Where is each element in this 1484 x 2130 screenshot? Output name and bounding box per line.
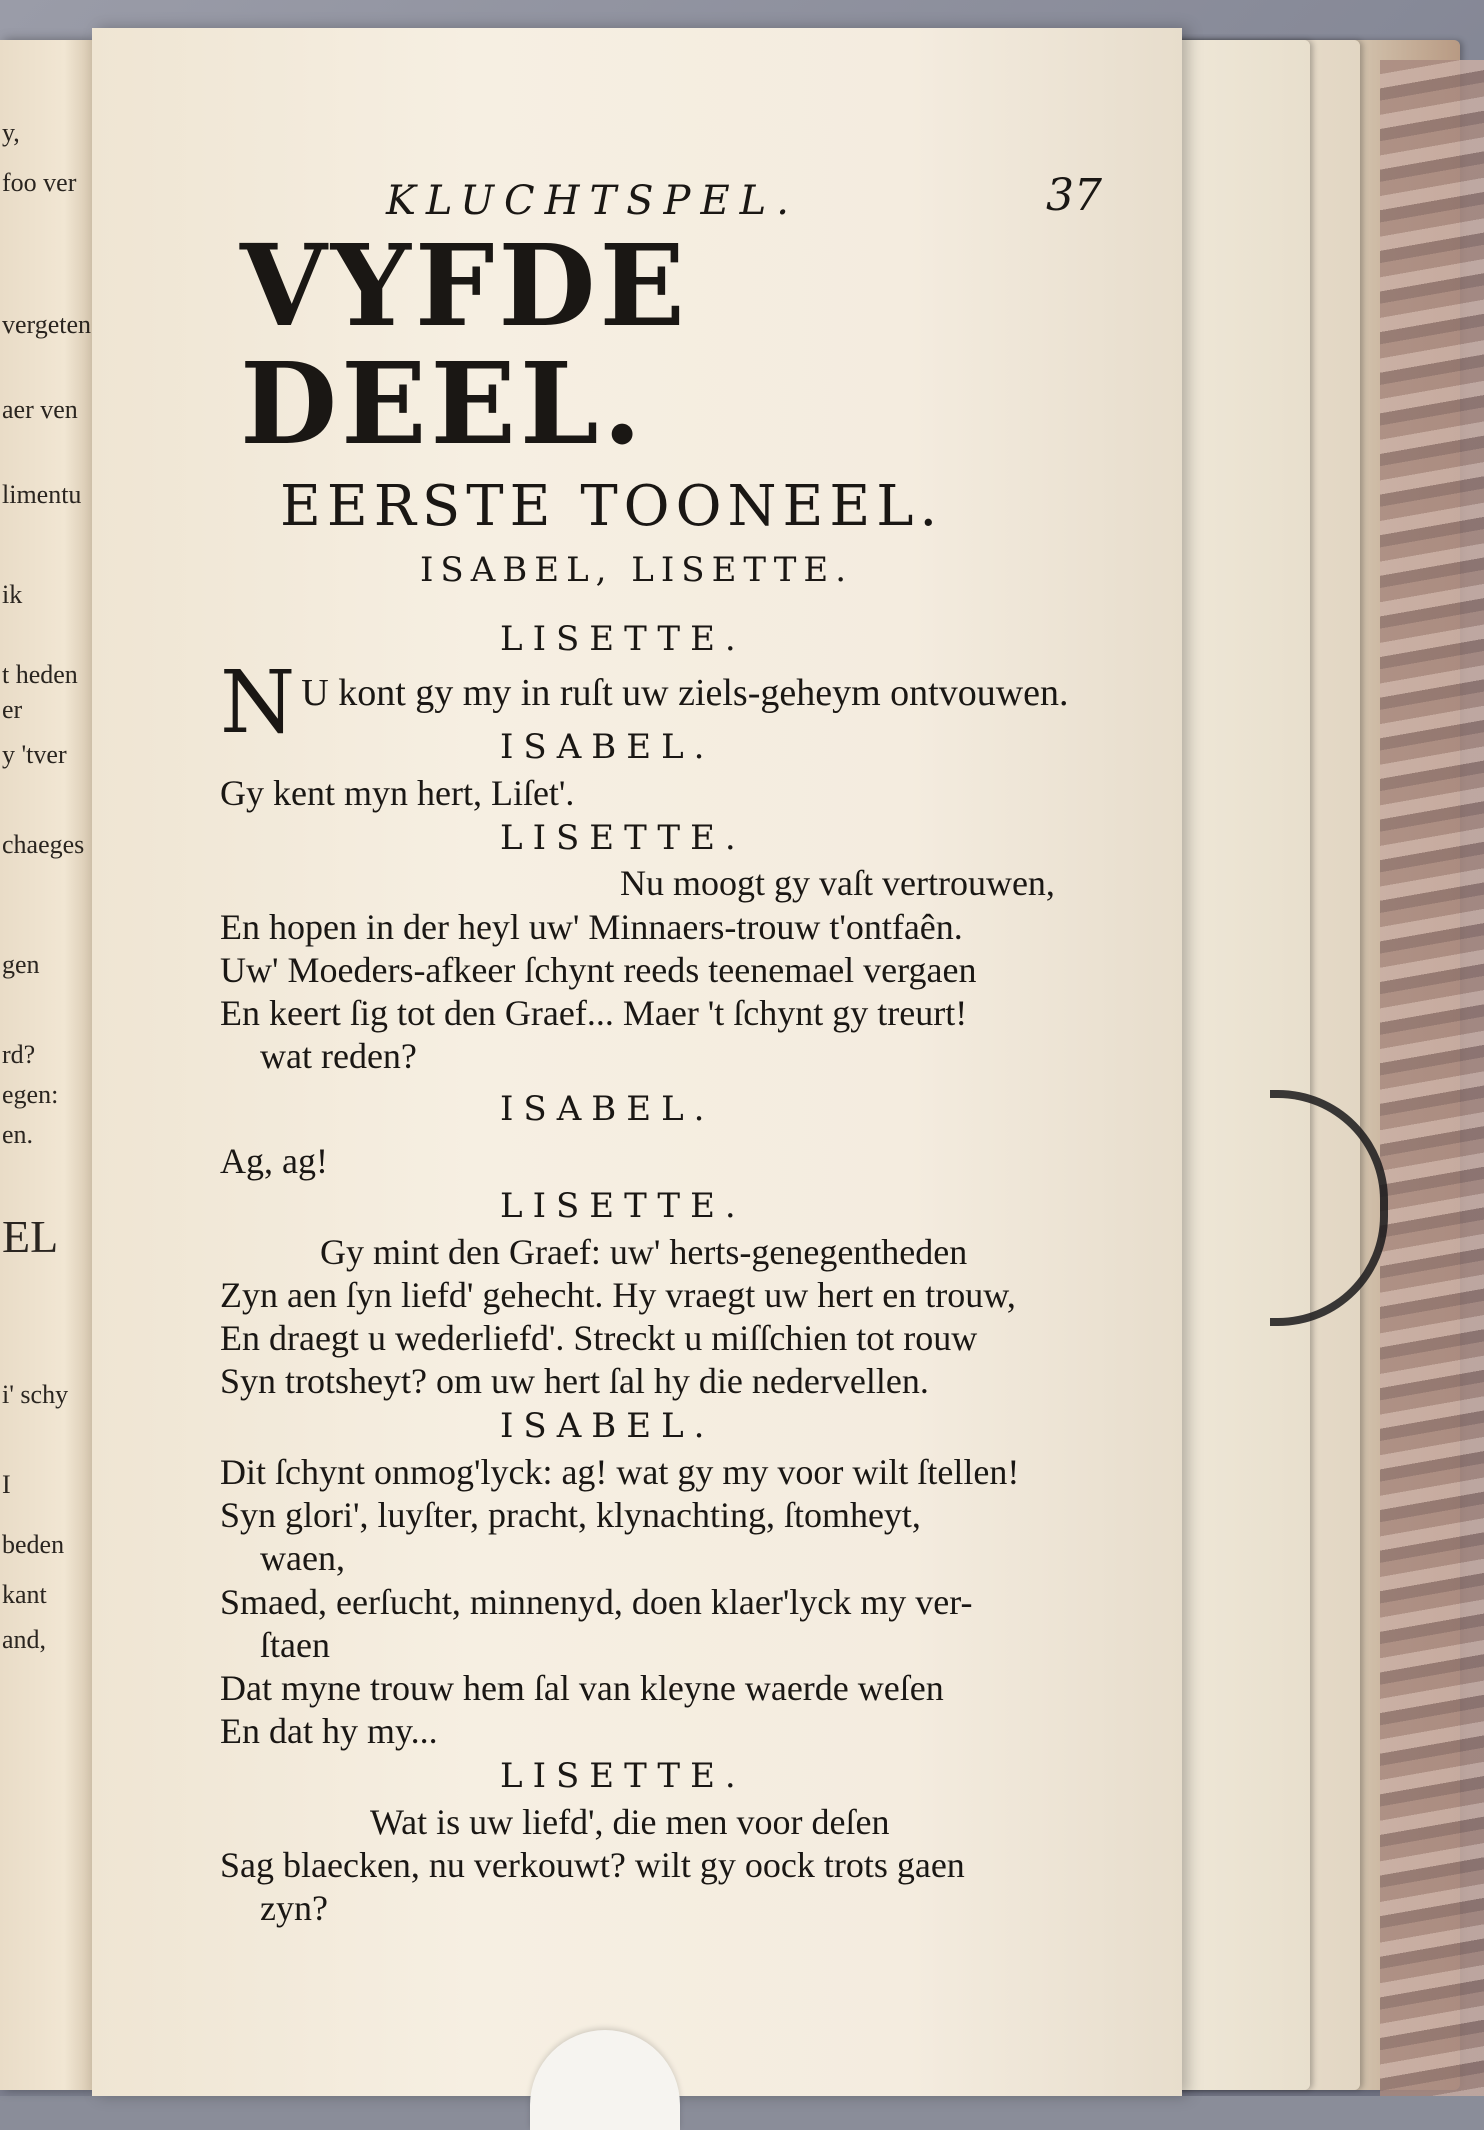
left-fragment: kant: [2, 1580, 47, 1609]
page-text: [220, 148, 1120, 1930]
dialogue-line: Nu moogt gy vaſt vertrouwen,: [620, 863, 1055, 904]
dialogue-line: zyn?: [260, 1888, 328, 1929]
dialogue-line: Ag, ag!: [220, 1140, 328, 1181]
speaker-name: LISETTE.: [500, 618, 746, 659]
left-fragment: aer ven: [2, 395, 78, 424]
left-fragment: vergeten: [2, 310, 92, 339]
dialogue-line: Syn glori', luyſter, pracht, klynachting, ſtomheyt,: [220, 1495, 921, 1536]
speaker-name: LISETTE.: [500, 1756, 746, 1797]
dialogue-line: Syn trotsheyt? om uw hert ſal hy die nedervellen.: [220, 1361, 929, 1402]
dialogue-line: Zyn aen ſyn liefd' gehecht. Hy vraegt uw hert en trouw,: [220, 1274, 1016, 1315]
left-fragment: EL: [2, 1211, 59, 1262]
part-title: VYFDE DEEL.: [240, 221, 689, 470]
left-fragment: I: [2, 1470, 11, 1499]
left-fragment: gen: [2, 950, 40, 979]
dialogue-line: En hopen in der heyl uw' Minnaers-trouw t'ontfaên.: [220, 906, 963, 947]
left-fragment: limentu: [2, 480, 82, 509]
running-title: KLUCHTSPEL.: [386, 178, 799, 224]
left-fragment: beden: [2, 1530, 65, 1559]
left-fragment: egen:: [2, 1080, 59, 1109]
dialogue-line: Dat myne trouw hem ſal van kleyne waerde weſen: [220, 1667, 944, 1708]
left-fragment: and,: [2, 1625, 47, 1654]
left-fragment: rd?: [2, 1040, 36, 1069]
left-fragment: y 'tver: [2, 740, 67, 769]
left-fragment: i' schy: [2, 1380, 69, 1409]
left-fragment: chaeges: [2, 830, 85, 859]
left-fragment: en.: [2, 1120, 34, 1149]
left-fragment: y,: [2, 118, 20, 147]
left-page: [0, 40, 92, 2090]
left-fragment: er: [2, 695, 23, 724]
speaker-name: LISETTE.: [500, 1186, 746, 1227]
dialogue-line: En keert ſig tot den Graef... Maer 't ſchynt gy treurt!: [220, 992, 968, 1033]
dialogue-line: Uw' Moeders-afkeer ſchynt reeds teenemael vergaen: [220, 949, 977, 990]
dialogue-line: Wat is uw liefd', die men voor deſen: [370, 1801, 890, 1842]
dialogue-line: En draegt u wederliefd'. Streckt u miſſchien tot rouw: [220, 1318, 978, 1359]
page-number: 37: [1046, 170, 1102, 221]
dialogue-text: U kont gy my in ruſt uw ziels-geheym ontvouwen.: [301, 672, 1069, 715]
speaker-name: ISABEL.: [500, 1089, 715, 1130]
left-fragment: t heden: [2, 660, 78, 689]
left-fragment: foo ver: [2, 168, 77, 197]
dialogue-line: Gy kent myn hert, Liſet'.: [220, 772, 575, 813]
running-head: [220, 148, 1120, 224]
dialogue-line: Smaed, eerſucht, minnenyd, doen klaer'lyck my ver-: [220, 1581, 973, 1622]
speaker-name: LISETTE.: [500, 817, 746, 858]
marbled-cover: [1380, 60, 1484, 2096]
dialogue-line: wat reden?: [260, 1036, 417, 1077]
dialogue-line: Sag blaecken, nu verkouwt? wilt gy oock trots gaen: [220, 1845, 965, 1886]
right-page: [92, 28, 1182, 2096]
dialogue-line: Dit ſchynt onmog'lyck: ag! wat gy my voor wilt ſtellen!: [220, 1452, 1020, 1492]
dialogue-line: Gy mint den Graef: uw' herts-genegentheden: [320, 1231, 968, 1272]
dialogue-line: ſtaen: [260, 1624, 330, 1665]
drop-cap: N: [220, 653, 296, 754]
left-fragment: ik: [2, 580, 23, 609]
scene-title: EERSTE TOONEEL.: [280, 474, 944, 540]
dialogue-line: En dat hy my...: [220, 1711, 438, 1752]
character-list: ISABEL, LISETTE.: [420, 549, 854, 590]
speaker-name: ISABEL.: [500, 1406, 715, 1447]
dialogue-line: waen,: [260, 1538, 345, 1579]
speaker-name: ISABEL.: [500, 726, 715, 767]
